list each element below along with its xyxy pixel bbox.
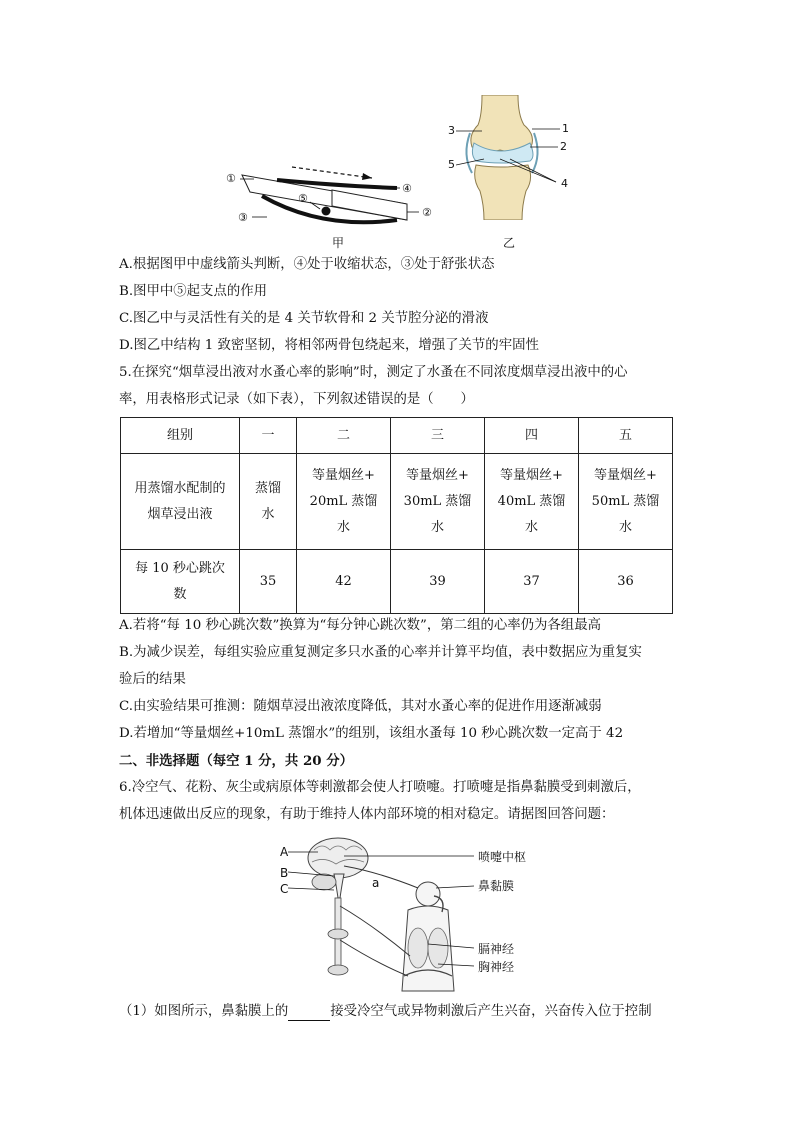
caption-yi: 乙: [503, 236, 516, 250]
sneeze-label-a-lower: a: [372, 876, 380, 890]
q4-option-b: B.图甲中⑤起支点的作用: [119, 284, 268, 299]
q6-stem-line1: 6.冷空气、花粉、灰尘或病原体等刺激都会使人打喷嚏。打喷嚏是指鼻黏膜受到刺激后，: [119, 780, 641, 795]
sneeze-label-c: C: [280, 882, 289, 896]
jia-label-2: ②: [422, 206, 432, 219]
sneeze-label-b: B: [280, 866, 289, 880]
heart-rate-table: [120, 417, 673, 614]
table-cell: 等量烟丝+ 20mL 蒸馏 水: [297, 454, 391, 550]
jia-label-1: ①: [226, 172, 236, 185]
table-cell: 等量烟丝+ 50mL 蒸馏 水: [579, 454, 673, 550]
table-cell: 蒸馏 水: [240, 454, 297, 550]
table-cell: 39: [391, 550, 485, 614]
table-row-heartrate: [121, 550, 673, 614]
nasal-mucosa-label: 鼻黏膜: [478, 879, 515, 893]
figure-yi: [456, 95, 576, 220]
q6-sub1: （1）如图所示，鼻黏膜上的 接受冷空气或异物刺激后产生兴奋，兴奋传入位于控制: [119, 1004, 652, 1019]
q4-option-d: D.图乙中结构 1 致密坚韧，将相邻两骨包绕起来，增强了关节的牢固性: [119, 338, 539, 353]
knee-label-2: 2: [560, 140, 567, 153]
q4-option-a: A.根据图甲中虚线箭头判断，④处于收缩状态，③处于舒张状态: [119, 257, 495, 272]
sneeze-center-label: 喷嚏中枢: [478, 850, 527, 864]
table-header-cell: 一: [240, 418, 297, 454]
caption-jia: 甲: [332, 236, 345, 250]
table-header-row: [121, 418, 673, 454]
jia-label-3: ③: [238, 211, 248, 224]
knee-label-5: 5: [448, 158, 455, 171]
q5-option-b-cont: 验后的结果: [119, 672, 186, 687]
knee-label-4: 4: [561, 177, 568, 190]
table-header-cell: 组别: [121, 418, 240, 454]
thoracic-nerve-label: 胸神经: [478, 960, 515, 974]
table-header-cell: 二: [297, 418, 391, 454]
table-header-cell: 三: [391, 418, 485, 454]
q4-option-c: C.图乙中与灵活性有关的是 4 关节软骨和 2 关节腔分泌的滑液: [119, 311, 489, 326]
table-header-cell: 四: [485, 418, 579, 454]
table-cell: 35: [240, 550, 297, 614]
table-row-solution: [121, 454, 673, 550]
table-header-cell: 五: [579, 418, 673, 454]
table-cell: 42: [297, 550, 391, 614]
sneeze-reflex-figure: [278, 836, 478, 996]
answer-blank[interactable]: [288, 1006, 330, 1021]
q5-stem-line2: 率，用表格形式记录（如下表），下列叙述错误的是（ ）: [119, 392, 474, 407]
q5-option-d: D.若增加“等量烟丝+10mL 蒸馏水”的组别，该组水蚤每 10 秒心跳次数一定高于 42: [119, 726, 624, 741]
phrenic-nerve-label: 膈神经: [478, 942, 515, 956]
q5-option-a: A.若将“每 10 秒心跳次数”换算为“每分钟心跳次数”，第二组的心率仍为各组最高: [119, 618, 601, 633]
q5-option-c: C.由实验结果可推测：随烟草浸出液浓度降低，其对水蚤心率的促进作用逐渐减弱: [119, 699, 602, 714]
knee-label-3: 3: [448, 124, 455, 137]
table-cell: 37: [485, 550, 579, 614]
jia-label-5: ⑤: [298, 192, 308, 205]
table-cell: 等量烟丝+ 40mL 蒸馏 水: [485, 454, 579, 550]
section-title: 二、非选择题（每空 1 分，共 20 分）: [119, 753, 354, 769]
q6-stem-line2: 机体迅速做出反应的现象，有助于维持人体内部环境的相对稳定。请据图回答问题：: [119, 807, 615, 822]
knee-label-1: 1: [562, 122, 569, 135]
table-row-label: 用蒸馏水配制的 烟草浸出液: [121, 454, 240, 550]
sneeze-label-a-upper: A: [280, 845, 289, 859]
table-row-label: 每 10 秒心跳次 数: [121, 550, 240, 614]
table-cell: 36: [579, 550, 673, 614]
q5-option-b: B.为减少误差，每组实验应重复测定多只水蚤的心率并计算平均值，表中数据应为重复实: [119, 645, 642, 660]
q5-stem-line1: 5.在探究“烟草浸出液对水蚤心率的影响”时，测定了水蚤在不同浓度烟草浸出液中的心: [119, 365, 628, 380]
jia-label-4: ④: [402, 182, 412, 195]
table-cell: 等量烟丝+ 30mL 蒸馏 水: [391, 454, 485, 550]
